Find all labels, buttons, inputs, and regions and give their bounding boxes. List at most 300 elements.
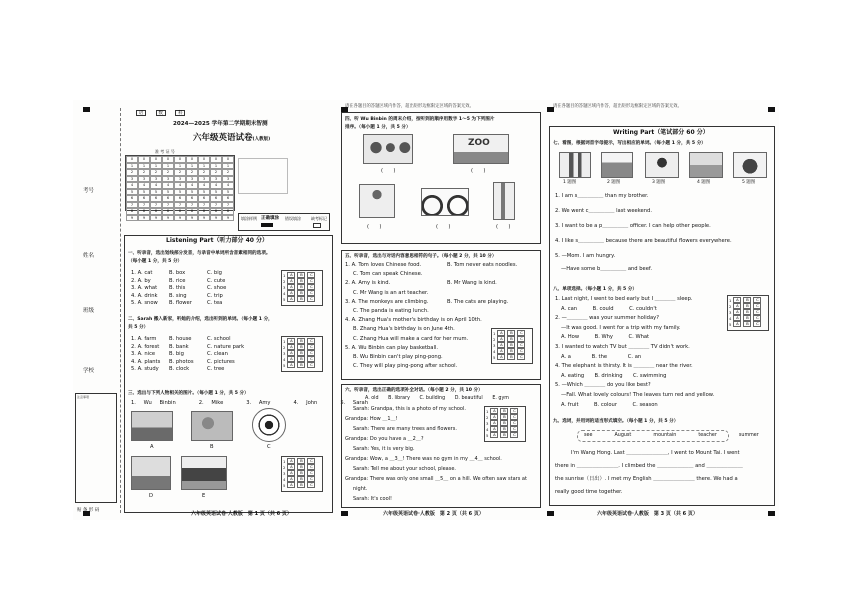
correct-fill-sample — [261, 223, 273, 227]
answer-bubble[interactable]: B — [297, 278, 305, 285]
answer-bubble[interactable]: B — [500, 414, 508, 421]
ticket-digit-cell[interactable]: 9 — [150, 215, 162, 222]
answer-bubble[interactable]: C — [307, 482, 315, 489]
answer-bubble[interactable]: C — [307, 458, 315, 465]
answer-bubble[interactable]: C — [517, 330, 525, 337]
s8-line-8: A. eating B. drinking C. swimming — [561, 372, 667, 379]
answer-bubble[interactable]: C — [510, 420, 518, 427]
ticket-digit-cell[interactable]: 7 — [162, 202, 174, 209]
answer-row — [283, 482, 321, 488]
ticket-digit-cell[interactable]: 3 — [126, 176, 138, 183]
answer-bubble[interactable]: A — [287, 344, 295, 351]
answer-bubble[interactable]: C — [753, 297, 761, 304]
answer-box-6[interactable] — [484, 406, 526, 442]
answer-bubble[interactable]: C — [307, 464, 315, 471]
stamp-science: 科 — [175, 110, 185, 116]
answer-box-8[interactable] — [727, 295, 769, 331]
ticket-digit-cell[interactable]: 3 — [162, 176, 174, 183]
s5-line-2-b: B. Mr Wang is kind. — [447, 280, 497, 287]
picture-c-football — [252, 408, 286, 442]
ticket-digit-cell[interactable]: 4 — [150, 182, 162, 189]
ticket-digit-cell[interactable]: 8 — [222, 208, 234, 215]
answer-bubble[interactable]: A — [490, 426, 498, 433]
word-5: summer — [738, 433, 759, 438]
notes-block — [75, 393, 117, 503]
ticket-digit-cell[interactable]: 9 — [174, 215, 186, 222]
answer-row-number: 3 — [283, 350, 286, 356]
option-5-a: 5. A. snow — [131, 300, 158, 307]
ticket-digit-cell[interactable]: 4 — [162, 182, 174, 189]
ticket-digit-cell[interactable]: 8 — [210, 208, 222, 215]
answer-bubble[interactable]: A — [287, 362, 295, 369]
section-6-options: A. old B. library C. building D. beautiful E. gym — [365, 396, 509, 401]
ticket-digit-cell[interactable]: 7 — [222, 202, 234, 209]
answer-bubble[interactable]: C — [517, 336, 525, 343]
ticket-digit-cell[interactable]: 6 — [210, 195, 222, 202]
answer-box-1[interactable] — [281, 270, 323, 306]
ticket-digit-cell[interactable]: 0 — [198, 156, 210, 163]
ticket-digit-cell[interactable]: 3 — [174, 176, 186, 183]
s5-line-11: C. They will play ping-pong after school. — [353, 363, 458, 370]
ticket-digit-cell[interactable]: 4 — [126, 182, 138, 189]
answer-bubble[interactable]: C — [510, 414, 518, 421]
ticket-digit-cell[interactable]: 5 — [150, 189, 162, 196]
answer-bubble[interactable]: C — [510, 408, 518, 415]
section-1-sub: （每小题 1 分，共 5 分） — [128, 259, 183, 264]
answer-box-2[interactable] — [281, 336, 323, 372]
answer-row-number: 2 — [283, 464, 286, 470]
ticket-digit-cell[interactable]: 7 — [126, 202, 138, 209]
ticket-digit-cell[interactable]: 1 — [210, 163, 222, 170]
picture-d-children — [131, 456, 171, 490]
option-2-c: C. nature park — [207, 343, 245, 350]
side-label-class: 班级 — [83, 308, 95, 314]
answer-row-number: 1 — [283, 458, 286, 464]
blank-5[interactable]: ( ) — [496, 224, 511, 230]
ticket-digit-cell[interactable]: 2 — [174, 169, 186, 176]
s5-line-8: C. Zhang Hua will make a card for her mum. — [353, 335, 469, 342]
ticket-digit-cell[interactable]: 1 — [174, 163, 186, 170]
answer-bubble[interactable]: B — [743, 303, 751, 310]
option-4-a: 4. A. plants — [131, 358, 161, 365]
option-2-b: B. rice — [169, 277, 186, 284]
answer-bubble[interactable]: B — [297, 350, 305, 357]
name-4: 4. John — [293, 400, 318, 406]
answer-bubble[interactable]: C — [517, 342, 525, 349]
section-4-title: 四、听 Wu Binbin 的周末介绍，按听到的顺序用数字 1～5 为下列图片 — [345, 117, 495, 122]
option-2-b: B. bank — [169, 343, 189, 350]
section-8-title: 八、单项选择。（每小题 1 分，共 5 分） — [553, 287, 637, 292]
answer-bubble[interactable]: B — [743, 297, 751, 304]
ticket-digit-cell[interactable]: 3 — [138, 176, 150, 183]
s8-line-11: A. fruit B. colour C. season — [561, 401, 658, 408]
ticket-digit-cell[interactable]: 8 — [150, 208, 162, 215]
answer-bubble[interactable]: C — [517, 348, 525, 355]
option-2-a: 2. A. forest — [131, 343, 160, 350]
answer-bubble[interactable]: C — [510, 426, 518, 433]
option-5-c: C. tree — [207, 366, 225, 373]
absent-checkbox[interactable] — [313, 223, 321, 228]
ticket-digit-cell[interactable]: 2 — [162, 169, 174, 176]
ticket-digit-cell[interactable]: 1 — [150, 163, 162, 170]
answer-bubble[interactable]: A — [490, 420, 498, 427]
word-bank — [577, 430, 759, 442]
answer-bubble[interactable]: B — [500, 408, 508, 415]
answer-bubble[interactable]: A — [497, 354, 505, 361]
answer-bubble[interactable]: C — [307, 296, 315, 303]
answer-bubble[interactable]: A — [733, 309, 741, 316]
answer-bubble[interactable]: C — [307, 350, 315, 357]
blank-3[interactable]: ( ) — [367, 224, 382, 230]
ticket-digit-cell[interactable]: 2 — [138, 169, 150, 176]
ticket-digit-cell[interactable]: 6 — [186, 195, 198, 202]
s9-line-2: the sunrise（日出）. I met my English ＿＿＿＿＿＿＿＿ there. We had a — [555, 476, 738, 482]
answer-bubble[interactable]: C — [307, 272, 315, 279]
pic-label-b: B — [210, 444, 214, 450]
answer-bubble[interactable]: C — [307, 278, 315, 285]
answer-bubble[interactable]: B — [743, 321, 751, 328]
answer-bubble[interactable]: A — [287, 350, 295, 357]
answer-bubble[interactable]: A — [287, 464, 295, 471]
answer-bubble[interactable]: C — [753, 315, 761, 322]
answer-bubble[interactable]: A — [287, 296, 295, 303]
blank-1[interactable]: ( ) — [381, 168, 396, 174]
s7-pic-label-5: 5 题图 — [742, 180, 756, 185]
ticket-digit-cell[interactable]: 0 — [186, 156, 198, 163]
ticket-digit-cell[interactable]: 0 — [150, 156, 162, 163]
option-1-c: C. school — [207, 336, 231, 342]
s5-line-10: B. Wu Binbin can't play ping-pong. — [353, 354, 443, 360]
ticket-digit-cell[interactable]: 9 — [126, 215, 138, 222]
section-4-sub: 排序。（每小题 1 分，共 5 分） — [345, 125, 411, 130]
answer-bubble[interactable]: B — [297, 338, 305, 345]
picture-a-kids-playing — [131, 411, 173, 441]
ticket-digit-cell[interactable]: 9 — [210, 215, 222, 222]
s7-item-2: 3. I want to be a p＿＿＿＿＿ officer. I can help other people. — [555, 223, 711, 229]
answer-bubble[interactable]: A — [497, 348, 505, 355]
ticket-digit-cell[interactable]: 1 — [162, 163, 174, 170]
ticket-digit-cell[interactable]: 5 — [126, 189, 138, 196]
section-1-title: 一、听录音，选出划线部分发音，与录音中单词所含音素相同的选项。 — [128, 251, 271, 256]
s9-line-3: really good time together. — [555, 489, 623, 495]
ticket-digit-cell[interactable]: 4 — [138, 182, 150, 189]
page-2-top-notice: 请在各题目的答题区域内作答，超出矩形边框限定区域的答案无效。 — [345, 104, 474, 109]
answer-bubble[interactable]: A — [490, 414, 498, 421]
ticket-digit-cell[interactable]: 1 — [138, 163, 150, 170]
ticket-digit-cell[interactable]: 0 — [222, 156, 234, 163]
ticket-digit-cell[interactable]: 5 — [210, 189, 222, 196]
answer-bubble[interactable]: A — [287, 278, 295, 285]
answer-row-number: 1 — [283, 338, 286, 344]
answer-bubble[interactable]: B — [500, 432, 508, 439]
answer-row-number: 4 — [729, 315, 732, 321]
paper-title — [193, 133, 270, 145]
answer-bubble[interactable]: A — [287, 272, 295, 279]
answer-bubble[interactable]: A — [287, 356, 295, 363]
s6-dialogue-line-3: Grandpa: Do you have a ＿2＿? — [345, 436, 424, 442]
answer-bubble[interactable]: A — [287, 482, 295, 489]
ticket-digit-cell[interactable]: 6 — [138, 195, 150, 202]
name-3: 3. Amy — [246, 400, 271, 406]
answer-bubble[interactable]: A — [497, 342, 505, 349]
ticket-digit-cell[interactable]: 8 — [138, 208, 150, 215]
answer-bubble[interactable]: B — [297, 344, 305, 351]
ticket-digit-cell[interactable]: 0 — [210, 156, 222, 163]
s6-dialogue-line-5: Grandpa: Wow, a ＿3＿! There was no gym in my ＿4＿ school. — [345, 456, 502, 462]
ticket-digit-cell[interactable]: 6 — [174, 195, 186, 202]
answer-bubble[interactable]: C — [517, 354, 525, 361]
ticket-digit-cell[interactable]: 3 — [198, 176, 210, 183]
s5-line-9: 5. A. Wu Binbin can play basketball. — [345, 344, 439, 351]
answer-bubble[interactable]: C — [307, 290, 315, 297]
picture-b-tree — [191, 411, 233, 441]
ticket-digit-cell[interactable]: 7 — [198, 202, 210, 209]
ticket-digit-cell[interactable]: 7 — [138, 202, 150, 209]
answer-row-number: 3 — [486, 420, 489, 426]
answer-bubble[interactable]: B — [297, 470, 305, 477]
ticket-digit-cell[interactable]: 4 — [186, 182, 198, 189]
answer-bubble[interactable]: A — [733, 303, 741, 310]
fill-sample-box — [238, 213, 330, 231]
ticket-digit-cell[interactable]: 8 — [126, 208, 138, 215]
ticket-digit-cell[interactable]: 6 — [150, 195, 162, 202]
answer-bubble[interactable]: A — [287, 290, 295, 297]
answer-bubble[interactable]: C — [307, 476, 315, 483]
s6-dialogue-line-4: Sarah: Yes, it is very big. — [353, 446, 415, 452]
s8-line-4: A. How B. Why C. What — [561, 334, 650, 341]
answer-bubble[interactable]: B — [297, 290, 305, 297]
ticket-number-grid[interactable] — [125, 155, 235, 220]
answer-bubble[interactable]: B — [297, 272, 305, 279]
answer-bubble[interactable]: A — [497, 330, 505, 337]
ticket-digit-cell[interactable]: 7 — [150, 202, 162, 209]
s8-line-1: A. can B. could C. couldn't — [561, 305, 657, 312]
answer-bubble[interactable]: A — [490, 408, 498, 415]
option-1-a: 1. A. farm — [131, 336, 157, 342]
answer-row — [729, 321, 767, 327]
answer-bubble[interactable]: B — [297, 362, 305, 369]
word-4: teacher — [698, 433, 717, 438]
ticket-digit-cell[interactable]: 9 — [198, 215, 210, 222]
ticket-digit-cell[interactable]: 2 — [198, 169, 210, 176]
answer-bubble[interactable]: C — [307, 470, 315, 477]
option-5-b: B. flower — [169, 300, 192, 307]
option-1-b: B. house — [169, 336, 192, 342]
s9-line-0: I'm Wang Hong. Last ＿＿＿＿＿＿＿＿, I went to Mount Tai. I went — [571, 450, 740, 456]
answer-bubble[interactable]: B — [297, 296, 305, 303]
ticket-digit-cell[interactable]: 8 — [174, 208, 186, 215]
option-3-a: 3. A. what — [131, 285, 158, 292]
answer-bubble[interactable]: A — [733, 321, 741, 328]
ticket-digit-cell[interactable]: 5 — [162, 189, 174, 196]
ticket-digit-cell[interactable]: 1 — [222, 163, 234, 170]
s8-line-5: 3. I wanted to watch TV but ＿＿＿＿ TV didn't work. — [555, 344, 690, 350]
answer-bubble[interactable]: A — [490, 432, 498, 439]
answer-bubble[interactable]: B — [507, 348, 515, 355]
answer-bubble[interactable]: C — [307, 344, 315, 351]
picture-monkeys — [363, 134, 413, 164]
side-label-name: 姓名 — [83, 253, 95, 259]
exam-title: 2024—2025 学年第二学期期末智测 — [173, 121, 268, 127]
answer-box-5[interactable] — [491, 328, 533, 364]
answer-bubble[interactable]: B — [743, 315, 751, 322]
answer-row-number: 5 — [486, 432, 489, 438]
option-5-b: B. clock — [169, 366, 190, 373]
ticket-digit-cell[interactable]: 2 — [210, 169, 222, 176]
ticket-digit-cell[interactable]: 3 — [222, 176, 234, 183]
ticket-digit-cell[interactable]: 6 — [126, 195, 138, 202]
answer-bubble[interactable]: B — [500, 426, 508, 433]
ticket-digit-cell[interactable]: 4 — [210, 182, 222, 189]
s7-pic-label-2: 2 题图 — [607, 180, 621, 185]
s9-line-1: there in ＿＿＿＿＿＿＿＿. I climbed the ＿＿＿＿＿＿＿ and ＿＿＿＿＿＿＿ — [555, 463, 743, 469]
answer-row-number: 4 — [283, 290, 286, 296]
answer-row-number: 2 — [283, 344, 286, 350]
answer-bubble[interactable]: B — [507, 354, 515, 361]
ticket-digit-cell[interactable]: 9 — [162, 215, 174, 222]
answer-bubble[interactable]: B — [507, 336, 515, 343]
answer-bubble[interactable]: C — [307, 356, 315, 363]
option-4-b: B. photos — [169, 358, 194, 365]
s7-pic-label-4: 4 题图 — [697, 180, 711, 185]
ticket-digit-cell[interactable]: 0 — [138, 156, 150, 163]
answer-bubble[interactable]: B — [743, 309, 751, 316]
ticket-digit-cell[interactable]: 5 — [198, 189, 210, 196]
answer-row-number: 1 — [493, 330, 496, 336]
answer-bubble[interactable]: A — [497, 336, 505, 343]
ticket-digit-cell[interactable]: 4 — [222, 182, 234, 189]
answer-row-number: 5 — [283, 296, 286, 302]
s5-line-4: 3. A. The monkeys are climbing. — [345, 298, 429, 305]
answer-row-number: 5 — [283, 362, 286, 368]
section-5-title: 五、听录音，选出与对话内容意思相符的句子。（每小题 2 分，共 10 分） — [345, 254, 497, 259]
ticket-digit-cell[interactable]: 5 — [222, 189, 234, 196]
ticket-digit-cell[interactable]: 2 — [150, 169, 162, 176]
ticket-digit-cell[interactable]: 1 — [198, 163, 210, 170]
ticket-digit-cell[interactable]: 2 — [222, 169, 234, 176]
answer-bubble[interactable]: B — [507, 342, 515, 349]
answer-bubble[interactable]: A — [287, 470, 295, 477]
s8-line-0: 1. Last night, I went to bed early but I ＿＿＿＿ sleep. — [555, 296, 693, 302]
s5-line-0: 1. A. Tom loves Chinese food. — [345, 262, 422, 268]
ticket-digit-cell[interactable]: 8 — [198, 208, 210, 215]
answer-bubble[interactable]: B — [500, 420, 508, 427]
barcode-label: 贴 条 形 码 — [77, 508, 100, 513]
ticket-digit-cell[interactable]: 5 — [138, 189, 150, 196]
ticket-digit-cell[interactable]: 3 — [150, 176, 162, 183]
answer-row-number: 4 — [283, 476, 286, 482]
option-3-c: C. shoe — [207, 285, 227, 292]
s5-line-6: 4. A. Zhang Hua's mother's birthday is on April 10th. — [345, 317, 482, 324]
answer-bubble[interactable]: C — [753, 309, 761, 316]
fill-sample-label: 填涂样例 — [241, 216, 257, 221]
answer-bubble[interactable]: B — [297, 476, 305, 483]
ticket-digit-cell[interactable]: 9 — [138, 215, 150, 222]
ticket-digit-cell[interactable]: 0 — [174, 156, 186, 163]
subject-stamps — [136, 110, 185, 116]
blank-2[interactable]: ( ) — [471, 168, 486, 174]
answer-bubble[interactable]: B — [297, 458, 305, 465]
ticket-digit-cell[interactable]: 0 — [162, 156, 174, 163]
ticket-digit-cell[interactable]: 4 — [174, 182, 186, 189]
blank-4[interactable]: ( ) — [436, 224, 451, 230]
answer-bubble[interactable]: B — [297, 482, 305, 489]
answer-bubble[interactable]: A — [287, 338, 295, 345]
answer-bubble[interactable]: C — [510, 432, 518, 439]
answer-row-number: 1 — [486, 408, 489, 414]
ticket-digit-cell[interactable]: 7 — [210, 202, 222, 209]
ticket-digit-cell[interactable]: 9 — [222, 215, 234, 222]
answer-bubble[interactable]: C — [753, 303, 761, 310]
ticket-digit-cell[interactable]: 5 — [186, 189, 198, 196]
answer-bubble[interactable]: C — [753, 321, 761, 328]
answer-bubble[interactable]: B — [297, 356, 305, 363]
ticket-digit-cell[interactable]: 8 — [162, 208, 174, 215]
ticket-digit-cell[interactable]: 0 — [126, 156, 138, 163]
answer-bubble[interactable]: B — [297, 284, 305, 291]
ticket-digit-cell[interactable]: 5 — [174, 189, 186, 196]
name-5: 5. Sarah — [340, 400, 368, 406]
section-2-title: 二、Sarah 搬入新家，听她的介绍，选出听到的单词。（每小题 1 分， — [128, 317, 273, 322]
ticket-digit-cell[interactable]: 8 — [186, 208, 198, 215]
answer-row-number: 3 — [493, 342, 496, 348]
answer-bubble[interactable]: A — [733, 297, 741, 304]
ticket-digit-cell[interactable]: 6 — [162, 195, 174, 202]
ticket-digit-cell[interactable]: 3 — [186, 176, 198, 183]
pic-label-c: C — [267, 444, 271, 450]
ticket-digit-cell[interactable]: 9 — [186, 215, 198, 222]
absent-label: 缺考标记 — [311, 216, 327, 221]
ticket-digit-cell[interactable]: 2 — [126, 169, 138, 176]
answer-bubble[interactable]: C — [307, 362, 315, 369]
section-9-title: 九、选词，并用词的适当形式填空。（每小题 1 分，共 5 分） — [553, 419, 679, 424]
section-6-title: 六、听录音，选出正确的选项补全对话。（每小题 2 分，共 10 分） — [345, 388, 483, 393]
answer-bubble[interactable]: A — [287, 284, 295, 291]
ticket-digit-cell[interactable]: 1 — [186, 163, 198, 170]
answer-bubble[interactable]: A — [287, 458, 295, 465]
ticket-digit-cell[interactable]: 7 — [174, 202, 186, 209]
s8-line-9: 5. —Which ＿＿＿＿ do you like best? — [555, 382, 651, 389]
answer-bubble[interactable]: B — [297, 464, 305, 471]
answer-row-number: 5 — [493, 354, 496, 360]
answer-row — [283, 296, 321, 302]
ticket-digit-cell[interactable]: 4 — [198, 182, 210, 189]
picture-police — [645, 152, 679, 178]
ticket-digit-cell[interactable]: 3 — [210, 176, 222, 183]
stamp-math: 数 — [156, 110, 166, 116]
page-2-footer: 六年级英语试卷·人教版 第 2 页（共 6 页） — [383, 511, 484, 517]
picture-bread — [733, 152, 767, 178]
s5-line-2: 2. A. Amy is kind. — [345, 280, 391, 287]
s8-line-10: —Fall. What lovely colours! The leaves turn red and yellow. — [561, 392, 715, 398]
ticket-digit-cell[interactable]: 6 — [222, 195, 234, 202]
binding-strip — [73, 108, 121, 513]
picture-e-train — [181, 456, 227, 490]
answer-bubble[interactable]: A — [287, 476, 295, 483]
ticket-digit-cell[interactable]: 7 — [186, 202, 198, 209]
answer-bubble[interactable]: C — [307, 284, 315, 291]
pic-label-a: A — [150, 444, 154, 450]
answer-bubble[interactable]: C — [307, 338, 315, 345]
ticket-digit-cell[interactable]: 1 — [126, 163, 138, 170]
ticket-digit-cell[interactable]: 6 — [198, 195, 210, 202]
option-4-b: B. sing — [169, 292, 187, 299]
answer-bubble[interactable]: A — [733, 315, 741, 322]
answer-box-3[interactable] — [281, 456, 323, 492]
answer-bubble[interactable]: B — [507, 330, 515, 337]
option-1-a: 1. A. cat — [131, 270, 153, 276]
ticket-digit-cell[interactable]: 2 — [186, 169, 198, 176]
